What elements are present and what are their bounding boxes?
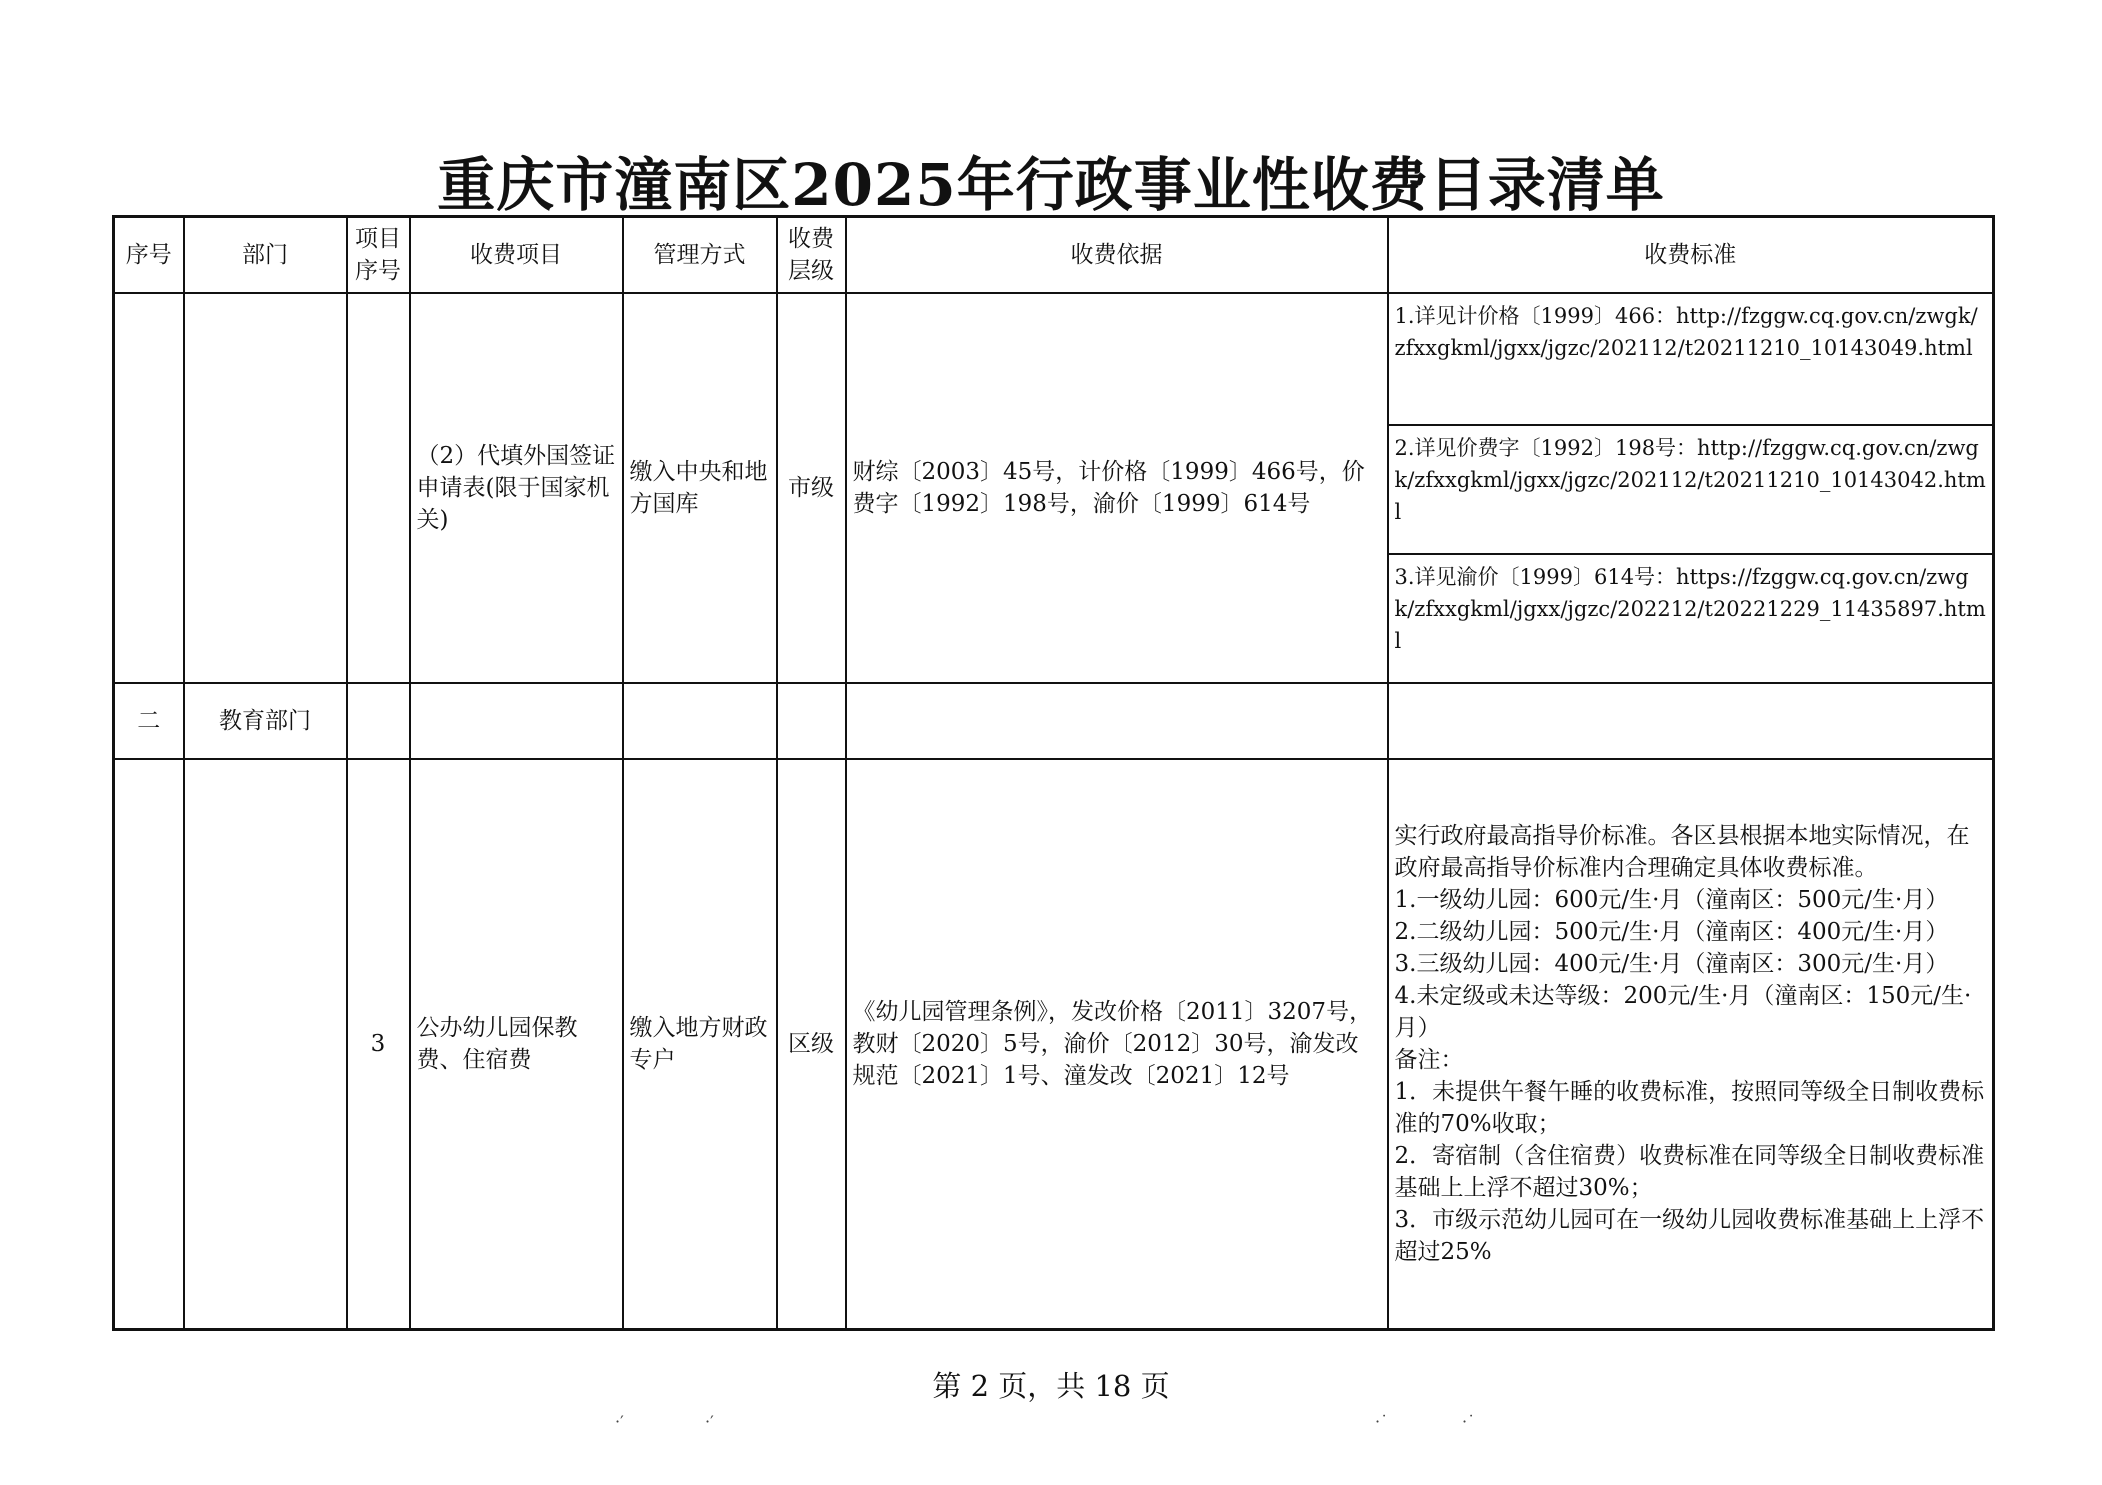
header-level: 收费层级 bbox=[777, 217, 846, 294]
standard-line: 备注： bbox=[1394, 1046, 1464, 1073]
cell-item-seq: 3 bbox=[347, 759, 410, 1329]
standard-line: 1.一级幼儿园：600元/生·月（潼南区：500元/生·月） bbox=[1394, 886, 1949, 913]
cell-standard bbox=[1388, 759, 1994, 1329]
cell-level: 区级 bbox=[777, 759, 846, 1329]
cell-seq: 二 bbox=[114, 683, 184, 759]
scan-speck: ·′ bbox=[705, 1412, 714, 1431]
standard-line: 3．市级示范幼儿园可在一级幼儿园收费标准基础上上浮不超过25% bbox=[1394, 1206, 1985, 1265]
header-item-seq: 项目序号 bbox=[347, 217, 410, 294]
standard-item: 2.详见价费字〔1992〕198号：http://fzggw.cq.gov.cn/zwgk/zfxxgkml/jgxx/jgzc/202112/t20211210_10143042.html bbox=[1389, 424, 1993, 553]
page-footer: 第 2 页，共 18 页 bbox=[932, 1369, 1170, 1403]
header-management: 管理方式 bbox=[623, 217, 777, 294]
standard-line: 4.未定级或未达等级：200元/生·月（潼南区：150元/生·月） bbox=[1394, 982, 1972, 1041]
scan-speck: ·˙ bbox=[1375, 1412, 1389, 1431]
cell-management: 缴入中央和地方国库 bbox=[623, 293, 777, 683]
cell-basis: 财综〔2003〕45号，计价格〔1999〕466号，价费字〔1992〕198号，渝价〔1999〕614号 bbox=[846, 293, 1388, 683]
header-basis: 收费依据 bbox=[846, 217, 1388, 294]
header-dept: 部门 bbox=[184, 217, 347, 294]
scan-speck: ·′ bbox=[615, 1412, 624, 1431]
cell-dept: 教育部门 bbox=[184, 683, 347, 759]
standard-line: 2．寄宿制（含住宿费）收费标准在同等级全日制收费标准基础上上浮不超过30%； bbox=[1394, 1142, 1985, 1201]
cell-standard bbox=[1388, 293, 1994, 683]
table-row bbox=[114, 759, 1994, 1329]
cell-item: （2）代填外国签证申请表(限于国家机关) bbox=[410, 293, 623, 683]
fee-catalog-table bbox=[112, 215, 1995, 1331]
table-header-row bbox=[114, 217, 1994, 294]
cell-item-seq bbox=[347, 293, 410, 683]
cell-dept bbox=[184, 293, 347, 683]
scan-speck: ·˙ bbox=[1462, 1412, 1476, 1431]
standard-line: 2.二级幼儿园：500元/生·月（潼南区：400元/生·月） bbox=[1394, 918, 1949, 945]
cell-seq bbox=[114, 759, 184, 1329]
table-row bbox=[114, 293, 1994, 683]
standard-line: 3.三级幼儿园：400元/生·月（潼南区：300元/生·月） bbox=[1394, 950, 1949, 977]
cell-item: 公办幼儿园保教费、住宿费 bbox=[410, 759, 623, 1329]
standard-line: 实行政府最高指导价标准。各区县根据本地实际情况，在政府最高指导价标准内合理确定具体收费标准。 bbox=[1394, 822, 1970, 881]
cell-dept bbox=[184, 759, 347, 1329]
standard-line: 1．未提供午餐午睡的收费标准，按照同等级全日制收费标准的70%收取； bbox=[1394, 1078, 1985, 1137]
header-seq: 序号 bbox=[114, 217, 184, 294]
standard-item: 3.详见渝价〔1999〕614号：https://fzggw.cq.gov.cn/zwgk/zfxxgkml/jgxx/jgzc/202212/t20221229_11435897.html bbox=[1389, 553, 1993, 682]
cell-level: 市级 bbox=[777, 293, 846, 683]
header-item: 收费项目 bbox=[410, 217, 623, 294]
document-title: 重庆市潼南区2025年行政事业性收费目录清单 bbox=[437, 151, 1665, 219]
cell-management: 缴入地方财政专户 bbox=[623, 759, 777, 1329]
header-standard: 收费标准 bbox=[1388, 217, 1994, 294]
cell-seq bbox=[114, 293, 184, 683]
table-row-section bbox=[114, 683, 1994, 759]
cell-basis: 《幼儿园管理条例》，发改价格〔2011〕3207号，教财〔2020〕5号，渝价〔2012〕30号，渝发改规范〔2021〕1号、潼发改〔2021〕12号 bbox=[846, 759, 1388, 1329]
standard-item: 1.详见计价格〔1999〕466：http://fzggw.cq.gov.cn/zwgk/zfxxgkml/jgxx/jgzc/202112/t20211210_10143049.html bbox=[1394, 304, 1978, 360]
